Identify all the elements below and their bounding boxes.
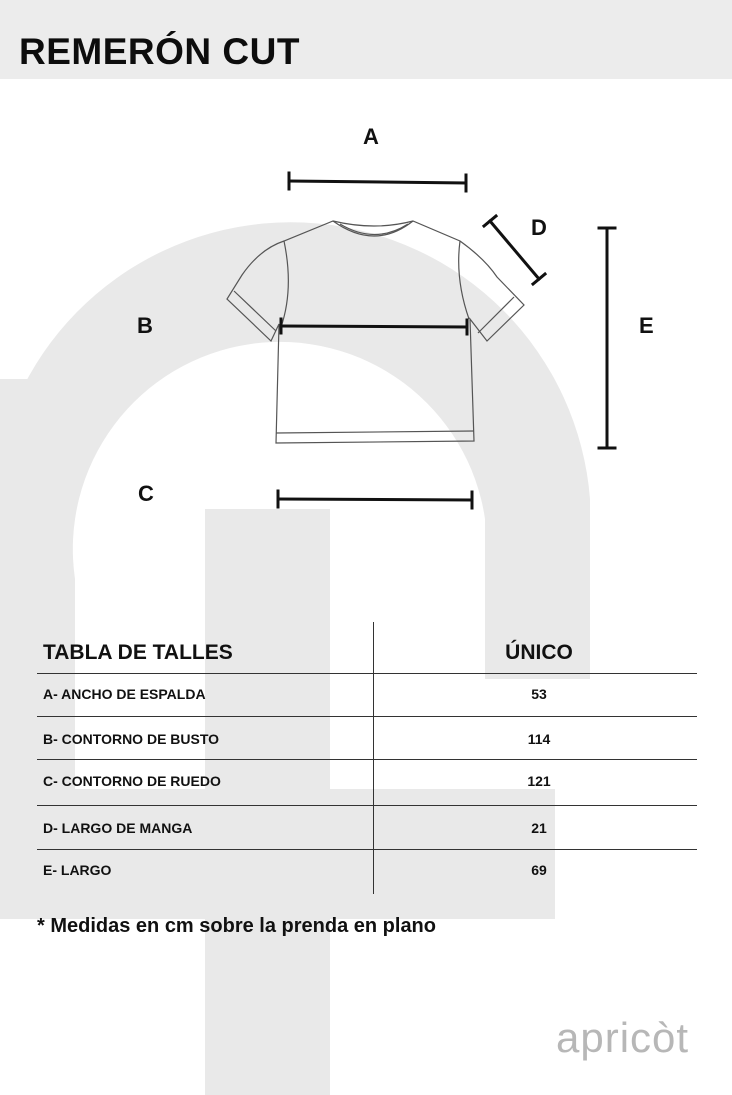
header-bar <box>0 0 732 79</box>
table-rule <box>37 716 697 717</box>
brand-logo: apricòt <box>556 1014 690 1061</box>
row-value: 114 <box>527 731 551 747</box>
measure-line-c <box>278 499 472 500</box>
label-e: E <box>639 313 654 338</box>
row-label: B- CONTORNO DE BUSTO <box>43 731 220 747</box>
row-value: 53 <box>531 686 547 702</box>
table-rule <box>37 805 697 806</box>
garment-diagram <box>0 79 732 579</box>
label-b: B <box>137 313 153 338</box>
row-label: D- LARGO DE MANGA <box>43 820 193 836</box>
label-d: D <box>531 215 547 240</box>
row-label: C- CONTORNO DE RUEDO <box>43 773 221 789</box>
page-title: REMERÓN CUT <box>19 31 300 72</box>
label-a: A <box>363 124 379 149</box>
row-label: E- LARGO <box>43 862 112 878</box>
table-rule <box>37 673 697 674</box>
row-label: A- ANCHO DE ESPALDA <box>43 686 206 702</box>
table-rule <box>37 759 697 760</box>
table-header-label: TABLA DE TALLES <box>43 641 233 664</box>
measurement-note: * Medidas en cm sobre la prenda en plano <box>37 915 436 937</box>
table-rule <box>37 849 697 850</box>
table-header-size: ÚNICO <box>505 641 573 664</box>
row-value: 21 <box>531 820 547 836</box>
row-value: 121 <box>527 773 551 789</box>
measure-line-b <box>281 326 467 327</box>
row-value: 69 <box>531 862 547 878</box>
measure-line-a <box>289 181 466 183</box>
label-c: C <box>138 481 154 506</box>
